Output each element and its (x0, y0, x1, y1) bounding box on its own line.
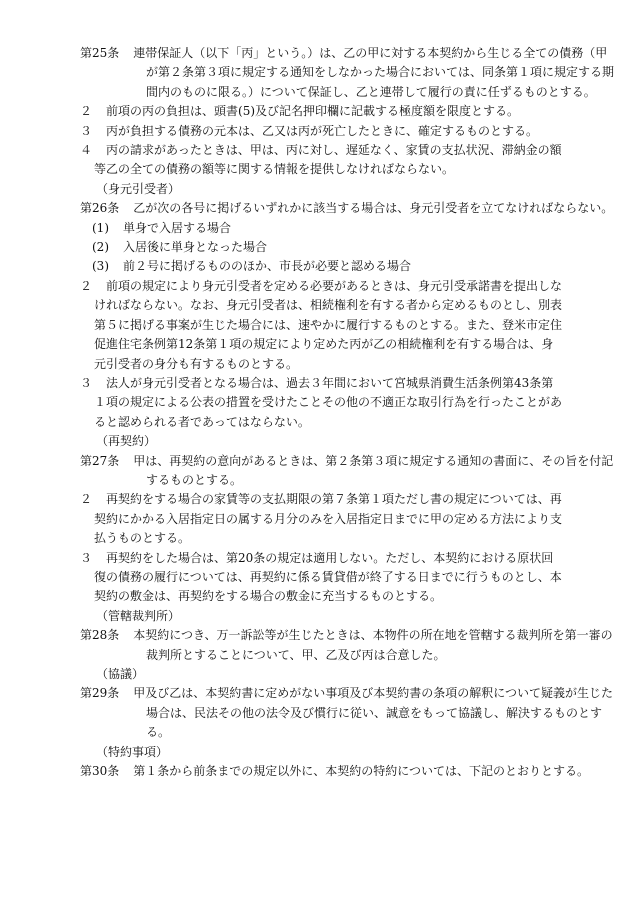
paragraph-number: ４ (80, 143, 93, 158)
article-28 (0, 607, 630, 665)
article-body (80, 199, 616, 218)
article-29 (0, 665, 630, 743)
article-caption: （再契約） (96, 434, 157, 449)
article-body (80, 44, 616, 102)
article-number: 第28条 (80, 628, 120, 643)
article-27 (0, 432, 630, 607)
paragraph-text: 前項の規定により身元引受者を定める必要があるときは、身元引受承諾書を提出しなければならない。なお、身元引受者は、相続権利を有する者から定めるものとし、別表第５に掲げる事案が生じた場合には、速やかに履行するものとする。また、登米市定住促進住宅条例第12条第１項の規定により定めた丙が乙の相続権利を有する場合は、身元引受者の身分も有するものとする。 (94, 278, 563, 371)
paragraph-number: ２ (80, 492, 93, 507)
article-body (80, 762, 616, 781)
paragraph-text: 再契約をする場合の家賃等の支払期限の第７条第１項ただし書の規定については、再契約にかかる入居指定日の属する月分のみを入居指定日までに甲の定める方法により支払うものとする。 (94, 492, 563, 546)
paragraph-text: 再契約をした場合は、第20条の規定は適用しない。ただし、本契約における原状回復の債務の履行については、再契約に係る賃貸借が終了する日までに行うものとし、本契約の敷金は、再契約をする場合の敷金に充当するものとする。 (94, 550, 562, 604)
paragraph (80, 122, 564, 141)
article-caption: （特約事項） (96, 744, 169, 759)
paragraph-text: 丙の請求があったときは、甲は、丙に対し、遅延なく、家賃の支払状況、滞納金の額等乙の全ての債務の額等に関する情報を提供しなければならない。 (94, 143, 562, 177)
item-text: 前２号に掲げるもののほか、市長が必要と認める場合 (123, 259, 412, 274)
article-caption: （協議） (96, 667, 145, 681)
paragraph-text: 丙が負担する債務の元本は、乙又は丙が死亡したときに、確定するものとする。 (106, 123, 539, 138)
paragraph (80, 277, 564, 374)
article-body (80, 452, 616, 491)
article-number: 第26条 (80, 201, 120, 216)
paragraph (80, 490, 564, 548)
article-body (80, 626, 616, 665)
item-text: 入居後に単身となった場合 (123, 240, 268, 255)
article-number: 第30条 (80, 764, 120, 779)
list-item (92, 257, 580, 276)
paragraph-number: ２ (80, 278, 93, 293)
article-number: 第29条 (80, 686, 120, 701)
article-number: 第25条 (80, 46, 120, 60)
article-text: 甲は、再契約の意向があるときは、第２条第３項に規定する通知の書面に、その旨を付記するものとする。 (133, 453, 614, 487)
article-text: 甲及び乙は、本契約書に定めがない事項及び本契約書の条項の解釈について疑義が生じた場合は、民法その他の法令及び慣行に従い、誠意をもって協議し、解決するものとする。 (133, 686, 614, 740)
paragraph (80, 549, 564, 607)
item-number: (3) (92, 259, 109, 274)
article-text: 連帯保証人（以下「丙」という。）は、乙の甲に対する本契約から生じる全ての債務（甲が第２条第３項に規定する通知をしなかった場合においては、同条第１項に規定する期間内のものに限る。）について保証し、乙と連帯して履行の責に任ずるものとする。 (133, 46, 615, 99)
article-30 (0, 743, 630, 782)
article-text: 本契約につき、万一訴訟等が生じたときは、本物件の所在地を管轄する裁判所を第一審の裁判所とすることについて、甲、乙及び丙は合意した。 (133, 628, 613, 662)
paragraph-text: 法人が身元引受者となる場合は、過去３年間において宮城県消費生活条例第43条第１項の規定による公表の措置を受けたことその他の不適正な取引行為を行ったことがあると認められる者であってはならない。 (94, 375, 563, 429)
list-item (92, 238, 580, 257)
paragraph-number: ２ (80, 104, 93, 119)
article-text: 第１条から前条までの規定以外に、本契約の特約については、下記のとおりとする。 (133, 764, 590, 779)
article-25 (0, 44, 630, 180)
item-number: (2) (92, 240, 109, 255)
paragraph-number: ３ (80, 375, 93, 390)
paragraph (80, 141, 564, 180)
article-text: 乙が次の各号に掲げるいずれかに該当する場合は、身元引受者を立てなければならない。 (133, 201, 614, 216)
article-caption: （身元引受者） (96, 181, 181, 196)
item-number: (1) (92, 220, 109, 235)
paragraph (80, 102, 564, 121)
article-26 (0, 180, 630, 432)
paragraph-number: ３ (80, 123, 93, 138)
paragraph (80, 374, 564, 432)
article-number: 第27条 (80, 453, 120, 468)
paragraph-number: ３ (80, 550, 93, 565)
paragraph-text: 前項の丙の負担は、頭書(5)及び記名押印欄に記載する極度額を限度とする。 (106, 104, 520, 119)
item-text: 単身で入居する場合 (123, 220, 232, 235)
list-item (92, 219, 580, 238)
article-caption: （管轄裁判所） (96, 608, 181, 623)
article-body (80, 684, 616, 742)
